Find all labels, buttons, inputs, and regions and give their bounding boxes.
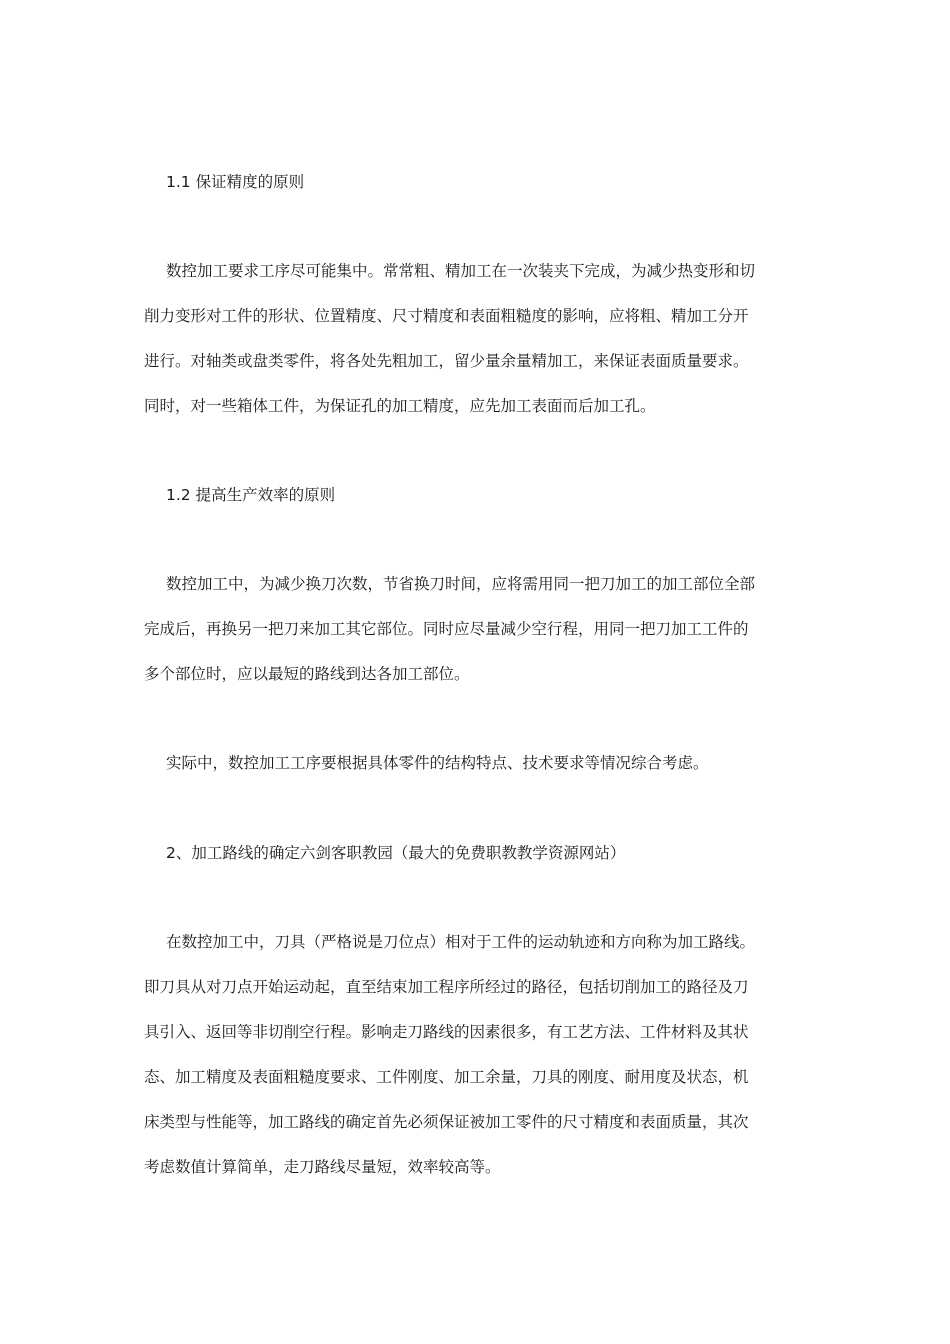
paragraph-line: 实际中，数控加工工序要根据具体零件的结构特点、技术要求等情况综合考虑。 xyxy=(166,754,709,772)
paragraph-line: 态、加工精度及表面粗糙度要求、工件刚度、加工余量，刀具的刚度、耐用度及状态，机 xyxy=(144,1068,749,1086)
heading-1-2 xyxy=(144,473,808,518)
paragraph-line: 在数控加工中，刀具（严格说是刀位点）相对于工件的运动轨迹和方向称为加工路线。 xyxy=(166,933,756,951)
heading-text: 1.1 保证精度的原则 xyxy=(166,173,305,191)
heading-text: 2、加工路线的确定六剑客职教园（最大的免费职教教学资源网站） xyxy=(166,844,626,862)
paragraph-line: 数控加工要求工序尽可能集中。常常粗、精加工在一次装夹下完成，为减少热变形和切 xyxy=(166,262,756,280)
paragraph-line: 考虑数值计算简单，走刀路线尽量短，效率较高等。 xyxy=(144,1158,501,1176)
paragraph-line: 削力变形对工件的形状、位置精度、尺寸精度和表面粗糙度的影响，应将粗、精加工分开 xyxy=(144,307,749,325)
heading-1-1 xyxy=(144,160,808,205)
heading-2 xyxy=(144,831,808,876)
paragraph-line: 进行。对轴类或盘类零件，将各处先粗加工，留少量余量精加工，来保证表面质量要求。 xyxy=(144,352,749,370)
paragraph-line: 完成后，再换另一把刀来加工其它部位。同时应尽量减少空行程，用同一把刀加工工件的 xyxy=(144,620,749,638)
paragraph-line: 数控加工中，为减少换刀次数，节省换刀时间，应将需用同一把刀加工的加工部位全部 xyxy=(166,575,756,593)
heading-text: 1.2 提高生产效率的原则 xyxy=(166,486,336,504)
paragraph-toolpath xyxy=(144,920,808,1190)
paragraph-line: 具引入、返回等非切削空行程。影响走刀路线的因素很多，有工艺方法、工件材料及其状 xyxy=(144,1023,749,1041)
paragraph-line: 同时，对一些箱体工件，为保证孔的加工精度，应先加工表面而后加工孔。 xyxy=(144,397,656,415)
paragraph-line: 即刀具从对刀点开始运动起，直至结束加工程序所经过的路径，包括切削加工的路径及刀 xyxy=(144,978,749,996)
paragraph-precision xyxy=(144,249,808,429)
paragraph-efficiency xyxy=(144,562,808,697)
paragraph-line: 多个部位时，应以最短的路线到达各加工部位。 xyxy=(144,665,470,683)
paragraph-line: 床类型与性能等，加工路线的确定首先必须保证被加工零件的尺寸精度和表面质量，其次 xyxy=(144,1113,749,1131)
paragraph-summary xyxy=(144,741,808,786)
